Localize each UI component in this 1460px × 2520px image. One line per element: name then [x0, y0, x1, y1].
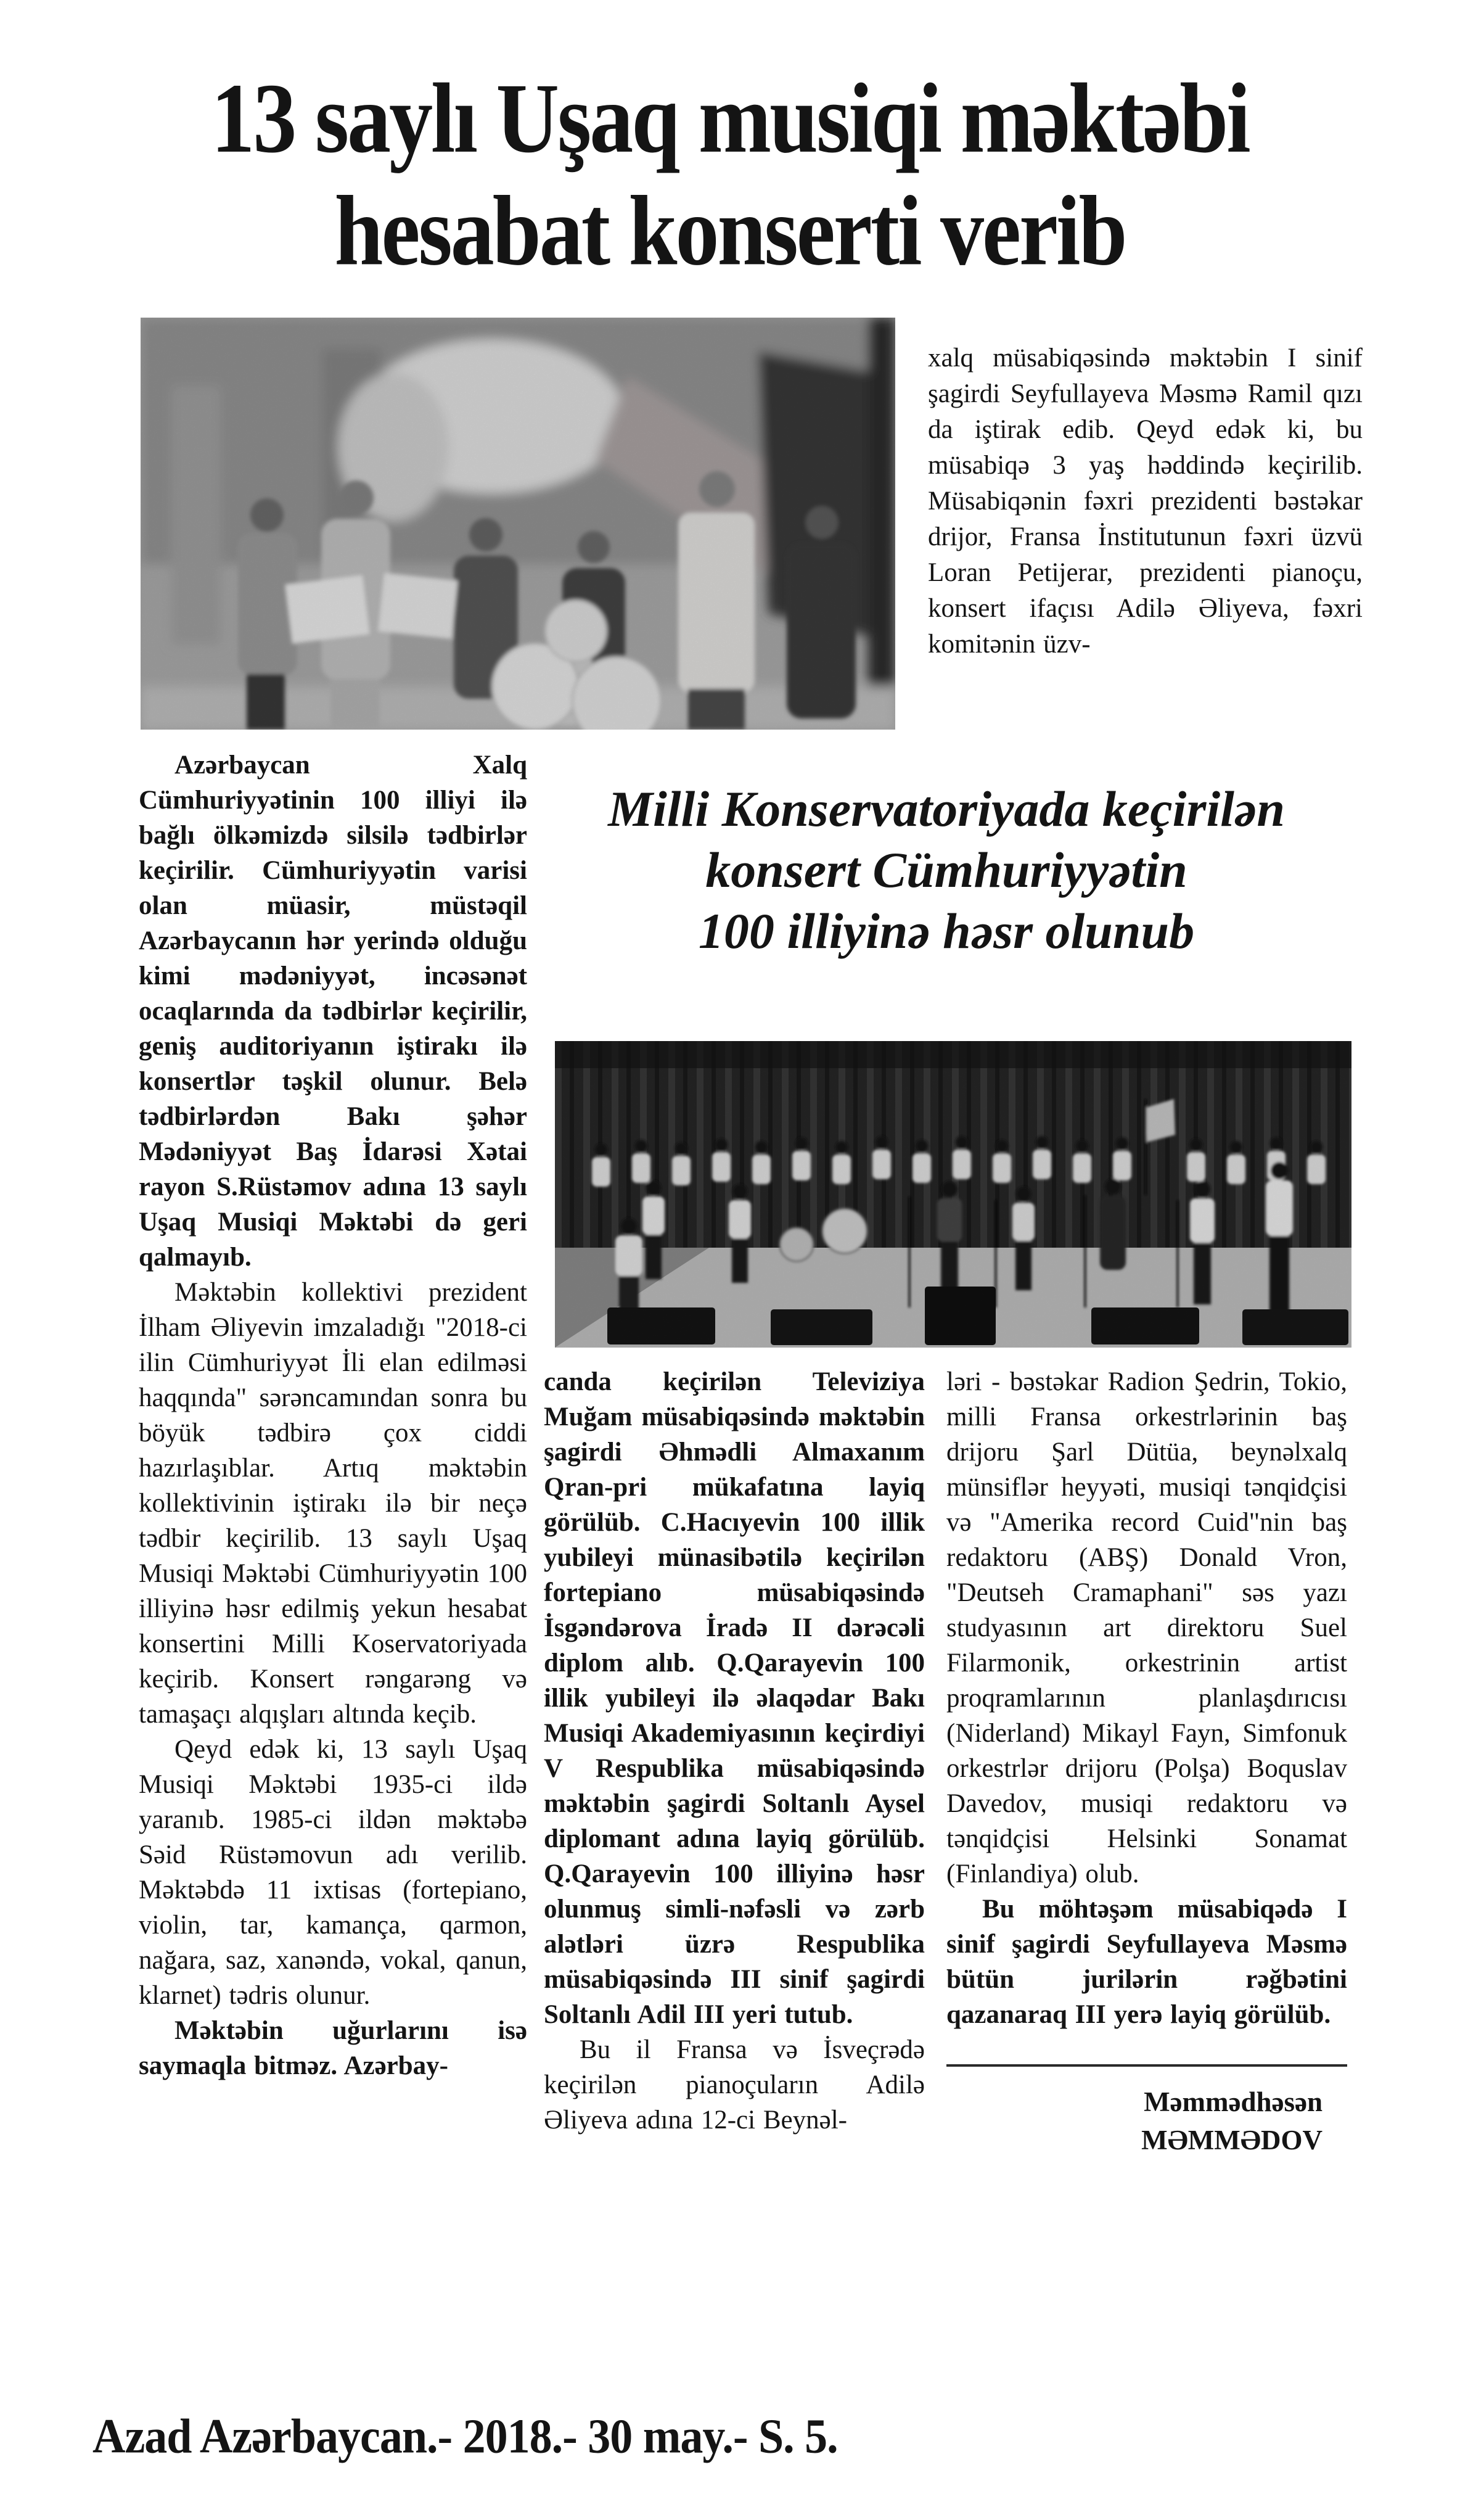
concert-photo: [555, 1041, 1351, 1348]
subheadline-line1: Milli Konservatoriyada keçirilən: [608, 781, 1285, 837]
body-paragraph: Məktəbin uğurlarını isə saymaqla bitməz. Azərbay-: [139, 2016, 527, 2080]
author-surname: MƏMMƏDOV: [1141, 2125, 1323, 2156]
body-paragraph: Bu möhtəşəm müsabiqədə I sinif şagirdi Seyfullayeva Məsmə bütün jurilərin rəğbətini qazanaraq III yerə layiq görülüb.: [946, 1895, 1347, 2029]
body-paragraph: Azərbaycan Xalq Cümhuriyyətinin 100 illiyi ilə bağlı ölkəmizdə silsilə tədbirlər keçirilir. Cümhuriyyətin varisi olan müasir, müstəqil Azərbaycanın hər yerində olduğu kimi mədəniyyət, incəsənət ocaqlarında da tədbirlər keçirilir, geniş auditoriyanın iştirakı ilə konsertlər təşkil olunur. Belə tədbirlərdən Bakı şəhər Mədəniyyət Baş İdarəsi Xətai rayon S.Rüstəmov adına 13 saylı Uşaq Musiqi Məktəbi də geri qalmayıb.: [139, 751, 527, 1272]
signature-divider: [946, 2064, 1347, 2067]
subheadline: [530, 778, 1363, 961]
body-paragraph: Məktəbin kollektivi prezident İlham Əliyevin imzaladığı "2018-ci ilin Cümhuriyyət İli elan edilməsi haqqında" sərəncamından sonra bu böyük tədbirə çox ciddi hazırlaşıblar. Artıq məktəbin kollektivinin iştirakı ilə bir neçə tədbir keçirilib. 13 saylı Uşaq Musiqi Məktəbi Cümhuriyyətin 100 illiyinə həsr edilmiş yekun hesabat konsertini Milli Koservatoriyada keçirib. Konsert rəngarəng və tamaşaçı alqışları altında keçib.: [139, 1278, 527, 1729]
column-right: [946, 1364, 1347, 2159]
subheadline-line2: konsert Cümhuriyyətin: [705, 842, 1187, 898]
article-title-line2: hesabat konserti verib: [334, 175, 1126, 286]
body-paragraph: ləri - bəstəkar Radion Şedrin, Tokio, milli Fransa orkestrlərinin baş drijoru Şarl Dütüa, beynəlxalq münsiflər heyyəti, musiqi tənqidçisi və "Amerika record Cuid"nin baş redaktoru (ABŞ) Donald Vron, "Deutseh Cramaphani" səs yazı studyasının art direktoru Suel Filarmonik, orkestrinin artist proqramlarının planlaşdırıcısı (Niderland) Mikayl Fayn, Simfonuk orkestrlər drijoru (Polşa) Boquslav Davedov, musiqi redaktoru və tənqidçisi Helsinki Sonamat (Finlandiya) olub.: [946, 1367, 1347, 1888]
column-top-right: [928, 340, 1363, 662]
body-paragraph: canda keçirilən Televiziya Muğam müsabiqəsində məktəbin şagirdi Əhmədli Almaxanım Qran-pri mükafatına layiq görülüb. C.Hacıyevin 100 illik yubileyi münasibətilə keçirilən fortepiano müsabiqəsində İsgəndərova İradə II dərəcəli diplom alıb. Q.Qarayevin 100 illik yubileyi ilə əlaqədar Bakı Musiqi Akademiyasının keçirdiyi V Respublika müsabiqəsində məktəbin şagirdi Soltanlı Aysel diplomant adına layiq görülüb. Q.Qarayevin 100 illiyinə həsr olunmuş simli-nəfəsli və zərb alətləri üzrə Respublika müsabiqəsində III sinif şagirdi Soltanlı Adil III yeri tutub.: [544, 1367, 925, 2029]
column-middle: [544, 1364, 925, 2138]
author-signature: [946, 2083, 1347, 2159]
subheadline-line3: 100 illiyinə həsr olunub: [698, 903, 1195, 959]
article-title: [0, 62, 1460, 287]
author-name: Məmmədhəsən: [1144, 2086, 1323, 2117]
article-title-line1: 13 saylı Uşaq musiqi məktəbi: [211, 62, 1249, 174]
body-paragraph: xalq müsabiqəsində məktəbin I sinif şagirdi Seyfullayeva Məsmə Ramil qızı da iştirak edib. Qeyd edək ki, bu müsabiqə 3 yaş həddində keçirilib. Müsabiqənin fəxri prezidenti bəstəkar drijor, Fransa İnstitutunun fəxri üzvü Loran Petijerar, prezidenti pianoçu, konsert ifaçısı Adilə Əliyeva, fəxri komitənin üzv-: [928, 344, 1363, 659]
body-paragraph: Qeyd edək ki, 13 saylı Uşaq Musiqi Məktəbi 1935-ci ildə yaranıb. 1985-ci ildən məktəbə Səid Rüstəmovun adı verilib. Məktəbdə 11 ixtisas (fortepiano, violin, tar, kamança, qarmon, nağara, saz, xanəndə, vokal, qanun, klarnet) tədris olunur.: [139, 1735, 527, 2010]
body-paragraph: Bu il Fransa və İsveçrədə keçirilən pianoçuların Adilə Əliyeva adına 12-ci Beynəl-: [544, 2035, 925, 2135]
column-left: [139, 747, 527, 2083]
source-citation: Azad Azərbaycan.- 2018.- 30 may.- S. 5.: [92, 2409, 838, 2464]
group-photo: [141, 318, 895, 730]
